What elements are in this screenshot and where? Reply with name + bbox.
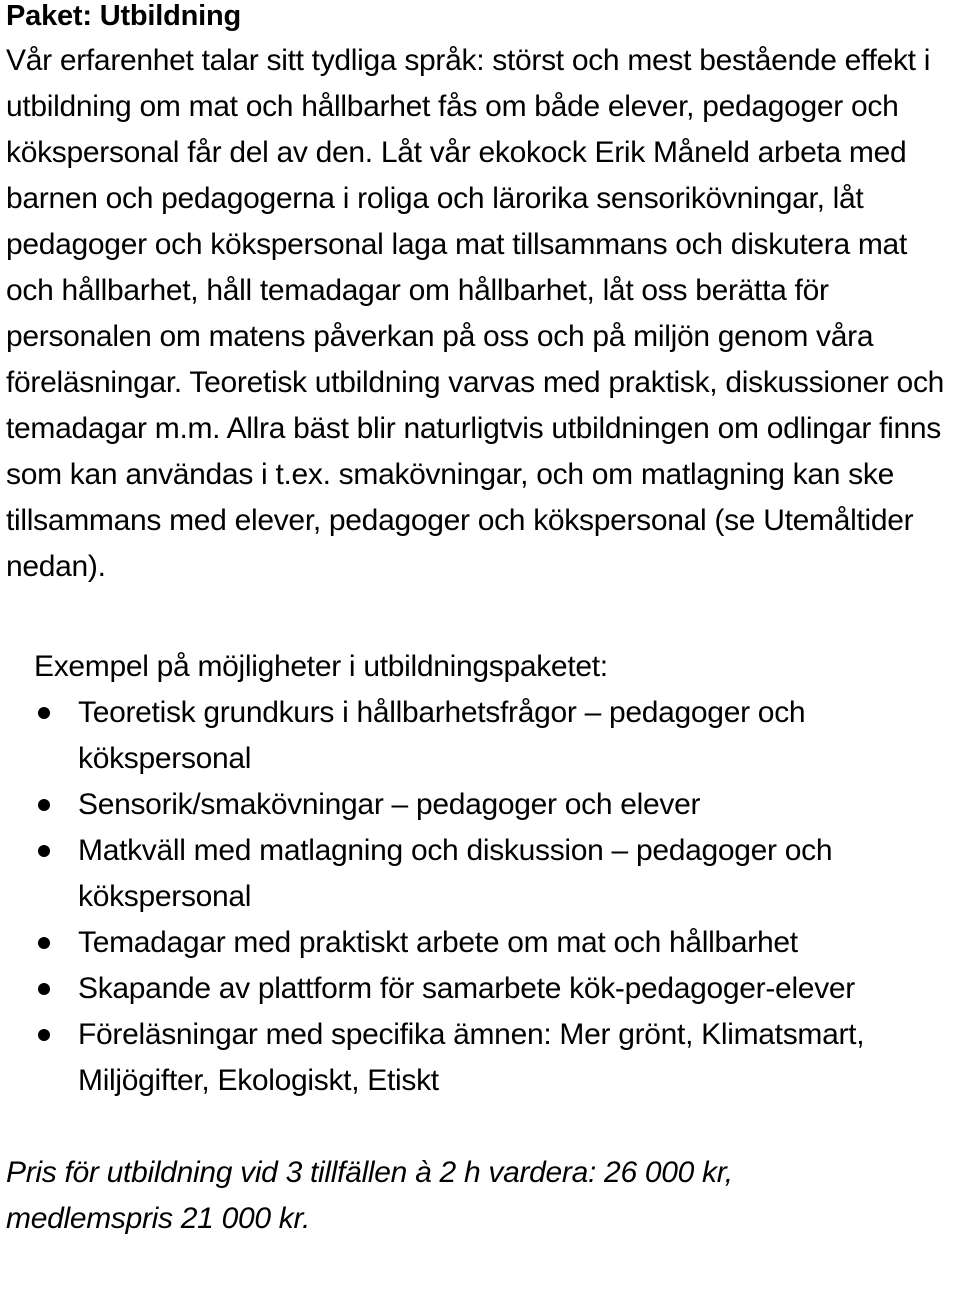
list-item-text: Skapande av plattform för samarbete kök-pedagoger-elever (78, 972, 855, 1005)
price-note: Pris för utbildning vid 3 tillfällen à 2 h vardera: 26 000 kr, medlemspris 21 000 kr. (6, 1156, 733, 1235)
document-title: Paket: Utbildning (6, 0, 242, 32)
bullet-icon (38, 799, 50, 811)
list-item (6, 690, 938, 782)
bullet-icon (38, 1029, 50, 1041)
list-item (6, 966, 938, 1012)
examples-list (6, 690, 954, 1104)
intro-paragraph: Vår erfarenhet talar sitt tydliga språk: störst och mest bestående effekt i utbildning om mat och hållbarhet fås om både elever, pedagoger och kökspersonal får del av den. Låt vår ekokock Erik Måneld arbeta med barnen och pedagogerna i roliga och lärorika sensorikövningar, låt pedagoger och kökspersonal laga mat tillsammans och diskutera mat och hållbarhet, håll temadagar om hållbarhet, låt oss berätta för personalen om matens påverkan på oss och på miljön genom våra föreläsningar. Teoretisk utbildning varvas med praktisk, diskussioner och temadagar m.m. Allra bäst blir naturligtvis utbildningen om odlingar finns som kan användas i t.ex. smakövningar, och om matlagning kan ske tillsammans med elever, pedagoger och kökspersonal (se Utemåltider nedan). (6, 44, 945, 583)
list-item (6, 1012, 938, 1104)
list-item (6, 920, 938, 966)
bullet-icon (38, 937, 50, 949)
list-item-text: Sensorik/smakövningar – pedagoger och elever (78, 788, 701, 821)
list-item-text: Temadagar med praktiskt arbete om mat och hållbarhet (78, 926, 798, 959)
examples-heading: Exempel på möjligheter i utbildningspaketet: (34, 650, 608, 683)
bullet-icon (38, 707, 50, 719)
list-item-text: Teoretisk grundkurs i hållbarhetsfrågor – pedagoger och kökspersonal (78, 696, 806, 775)
bullet-icon (38, 983, 50, 995)
list-item (6, 782, 938, 828)
list-item (6, 828, 938, 920)
list-item-text: Föreläsningar med specifika ämnen: Mer grönt, Klimatsmart, Miljögifter, Ekologiskt, Etiskt (78, 1018, 865, 1097)
list-item-text: Matkväll med matlagning och diskussion – pedagoger och kökspersonal (78, 834, 833, 913)
bullet-icon (38, 845, 50, 857)
